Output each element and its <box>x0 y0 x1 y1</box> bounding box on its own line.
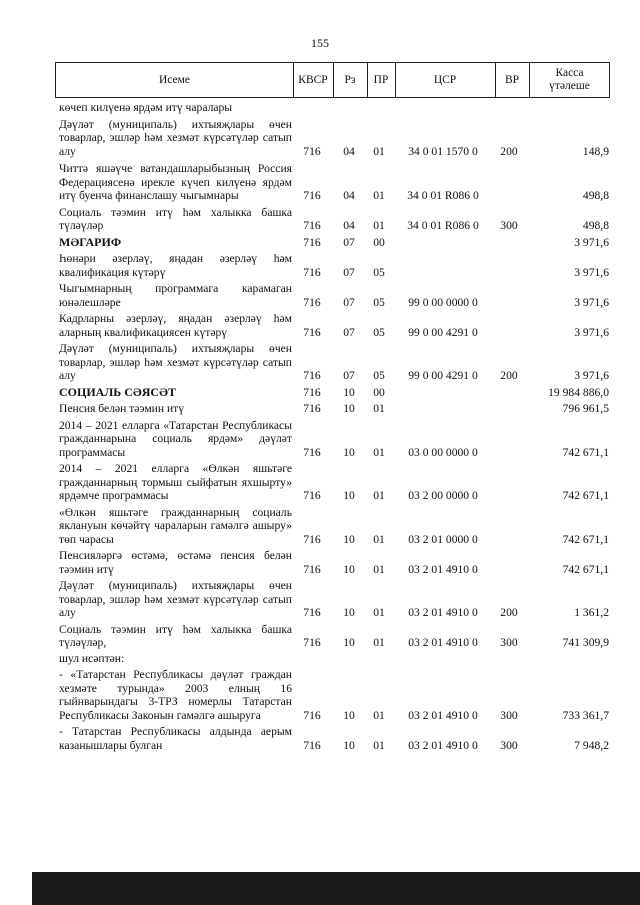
row-pr: 01 <box>373 189 385 202</box>
row-pr: 01 <box>373 219 385 232</box>
row-name: МӘГАРИФ <box>59 234 122 249</box>
row-name: «Өлкән яшьтәге гражданнарның социаль яклануын көчәйтү чараларын гамәлгә ашыру» төп чарасы <box>59 505 292 546</box>
row-pr: 01 <box>373 606 385 619</box>
header-kvsr: КВСР <box>293 63 334 97</box>
row-sum: 3 971,6 <box>574 235 609 249</box>
table-row <box>55 462 610 503</box>
row-sum: 3 971,6 <box>574 325 609 339</box>
row-name: Чыгымнарның программага карамаган юнәлешләре <box>59 282 292 309</box>
row-name: 2014 – 2021 елларга «Өлкән яшьтәге гражданнарның тормыш сыйфатын яхшырту» ярдәмче программасы <box>59 462 292 502</box>
row-kvsr: 716 <box>303 445 321 459</box>
row-csr: 99 0 00 0000 0 <box>408 295 478 309</box>
header-sum: Касса үтәлеше <box>549 67 590 92</box>
row-rz: 07 <box>343 265 355 279</box>
row-kvsr: 716 <box>303 369 321 382</box>
row-kvsr: 716 <box>303 265 321 279</box>
row-pr: 05 <box>373 265 385 279</box>
row-sum: 3 971,6 <box>574 369 609 382</box>
row-sum: 733 361,7 <box>562 708 609 722</box>
table-row <box>55 549 610 576</box>
row-rz: 04 <box>343 219 355 232</box>
row-sum: 498,8 <box>582 189 609 202</box>
row-pr: 05 <box>373 295 385 309</box>
table-row <box>55 252 610 279</box>
row-name: көчеп килүенә ярдәм итү чаралары <box>59 101 233 114</box>
row-pr: 01 <box>373 402 385 415</box>
table-row <box>55 342 610 383</box>
row-kvsr: 716 <box>303 219 321 232</box>
row-name: Кадрларны әзерләү, яңадан әзерләү һәм аларның квалификациясен күтәрү <box>59 312 292 339</box>
row-sum: 741 309,9 <box>562 636 609 649</box>
row-csr: 03 0 00 0000 0 <box>408 445 478 459</box>
row-rz: 10 <box>343 636 355 649</box>
row-name: Социаль тәэмин итү һәм халыкка башка түләүләр, <box>59 622 292 649</box>
row-pr: 05 <box>373 369 385 382</box>
row-kvsr: 716 <box>303 738 321 752</box>
row-name: Дәүләт (муниципаль) ихтыяҗлары өчен товарлар, эшләр һәм хезмәт күрсәтүләр сатып алу <box>59 579 292 619</box>
row-kvsr: 716 <box>303 144 321 158</box>
row-rz: 04 <box>343 144 355 158</box>
row-pr: 01 <box>373 445 385 459</box>
row-name: Социаль тәэмин итү һәм халыкка башка түләүләр <box>59 205 292 232</box>
header-vr: ВР <box>495 63 530 97</box>
table-row <box>55 725 610 752</box>
row-kvsr: 716 <box>303 402 321 415</box>
row-csr: 03 2 01 0000 0 <box>408 532 478 546</box>
row-rz: 07 <box>343 369 355 382</box>
row-kvsr: 716 <box>303 325 321 339</box>
row-csr: 34 0 01 R086 0 <box>407 189 479 202</box>
row-rz: 10 <box>343 562 355 576</box>
row-kvsr: 716 <box>303 708 321 722</box>
row-name: Һөнәри әзерләү, яңадан әзерләү һәм квалификация күтәрү <box>59 252 292 279</box>
table-row <box>55 282 610 309</box>
row-sum: 498,8 <box>582 219 609 232</box>
row-name: Дәүләт (муниципаль) ихтыяҗлары өчен товарлар, эшләр һәм хезмәт күрсәтүләр сатып алу <box>59 342 292 382</box>
row-rz: 10 <box>343 708 355 722</box>
row-sum: 742 671,1 <box>562 532 609 546</box>
row-rz: 10 <box>343 385 355 399</box>
row-name: Пенсия белән тәэмин итү <box>59 402 185 415</box>
row-rz: 10 <box>343 532 355 546</box>
row-rz: 10 <box>343 606 355 619</box>
row-rz: 10 <box>343 445 355 459</box>
row-kvsr: 716 <box>303 636 321 649</box>
row-kvsr: 716 <box>303 532 321 546</box>
row-name: 2014 – 2021 елларга «Татарстан Республикасы гражданнарына социаль ярдәм» дәүләт программасы <box>59 418 292 459</box>
row-sum: 3 971,6 <box>574 265 609 279</box>
header-pr: ПР <box>367 63 396 97</box>
row-name: Дәүләт (муниципаль) ихтыяҗлары өчен товарлар, эшләр һәм хезмәт күрсәтүләр сатып алу <box>59 117 292 158</box>
table-row <box>55 506 610 547</box>
row-rz: 07 <box>343 295 355 309</box>
row-pr: 01 <box>373 562 385 576</box>
row-name: Пенсияләргә өстәмә, өстәмә пенсия белән тәэмин итү <box>59 549 292 576</box>
row-csr: 03 2 01 4910 0 <box>408 606 478 619</box>
row-sum: 742 671,1 <box>562 445 609 459</box>
row-rz: 04 <box>343 189 355 202</box>
header-csr: ЦСР <box>395 63 496 97</box>
table-row <box>55 236 610 250</box>
row-name: СОЦИАЛЬ СӘЯСӘТ <box>59 384 176 399</box>
row-rz: 10 <box>343 738 355 752</box>
row-sum: 796 961,5 <box>562 402 609 415</box>
row-rz: 07 <box>343 325 355 339</box>
table-row <box>55 579 610 620</box>
row-vr: 200 <box>500 606 518 619</box>
row-kvsr: 716 <box>303 235 321 249</box>
header-name: Исеме <box>56 63 294 97</box>
table-row <box>55 118 610 159</box>
row-kvsr: 716 <box>303 385 321 399</box>
table-row <box>55 206 610 233</box>
row-vr: 200 <box>500 144 518 158</box>
table-row <box>55 101 610 115</box>
table-body <box>55 101 610 752</box>
row-kvsr: 716 <box>303 562 321 576</box>
row-sum: 742 671,1 <box>562 489 609 502</box>
row-sum: 7 948,2 <box>574 738 609 752</box>
row-vr: 300 <box>500 219 518 232</box>
table-row <box>55 652 610 666</box>
row-name: - «Татарстан Республикасы дәүләт граждан хезмәте турында» 2003 елның 16 гыйнварындагы 3-ТРЗ номерлы Татарстан Республикасы Законын гамәлгә ашыруга <box>59 668 292 722</box>
row-csr: 99 0 00 4291 0 <box>408 325 478 339</box>
row-rz: 07 <box>343 235 355 249</box>
row-kvsr: 716 <box>303 295 321 309</box>
table-row <box>55 386 610 400</box>
row-sum: 742 671,1 <box>562 562 609 576</box>
row-csr: 03 2 00 0000 0 <box>408 489 478 502</box>
row-pr: 01 <box>373 489 385 502</box>
row-sum: 148,9 <box>582 144 609 158</box>
row-csr: 34 0 01 1570 0 <box>408 144 478 158</box>
row-csr: 03 2 01 4910 0 <box>408 738 478 752</box>
row-name: - Татарстан Республикасы алдында аерым казанышлары булган <box>59 725 292 752</box>
row-vr: 300 <box>500 708 518 722</box>
header-rz: Рз <box>333 63 368 97</box>
row-pr: 00 <box>373 385 385 399</box>
row-pr: 01 <box>373 636 385 649</box>
row-kvsr: 716 <box>303 489 321 502</box>
table-row <box>55 668 610 722</box>
row-pr: 01 <box>373 532 385 546</box>
row-pr: 05 <box>373 325 385 339</box>
row-name: Читтә яшәүче ватандашларыбызның Россия Федерациясенә ирекле күчеп килүенә ярдәм итү буенча финанслашу чыгымнары <box>59 162 292 202</box>
row-csr: 03 2 01 4910 0 <box>408 562 478 576</box>
row-vr: 300 <box>500 738 518 752</box>
row-rz: 10 <box>343 489 355 502</box>
row-pr: 01 <box>373 738 385 752</box>
row-kvsr: 716 <box>303 606 321 619</box>
page-number: 155 <box>311 36 329 50</box>
row-sum: 3 971,6 <box>574 295 609 309</box>
row-pr: 00 <box>373 235 385 249</box>
row-csr: 34 0 01 R086 0 <box>407 219 479 232</box>
row-csr: 03 2 01 4910 0 <box>408 636 478 649</box>
table-row <box>55 623 610 650</box>
table-row <box>55 162 610 203</box>
row-sum: 19 984 886,0 <box>548 385 609 399</box>
budget-table <box>55 62 610 752</box>
row-csr: 99 0 00 4291 0 <box>408 369 478 382</box>
row-kvsr: 716 <box>303 189 321 202</box>
row-name: шул исәптән: <box>59 651 125 665</box>
row-rz: 10 <box>343 402 355 415</box>
row-csr: 03 2 01 4910 0 <box>408 708 478 722</box>
table-header <box>55 62 610 98</box>
row-vr: 300 <box>500 636 518 649</box>
row-pr: 01 <box>373 708 385 722</box>
scan-border <box>20 872 640 905</box>
table-row <box>55 419 610 460</box>
row-vr: 200 <box>500 369 518 382</box>
table-row <box>55 312 610 339</box>
row-sum: 1 361,2 <box>574 606 609 619</box>
row-pr: 01 <box>373 144 385 158</box>
table-row <box>55 402 610 416</box>
